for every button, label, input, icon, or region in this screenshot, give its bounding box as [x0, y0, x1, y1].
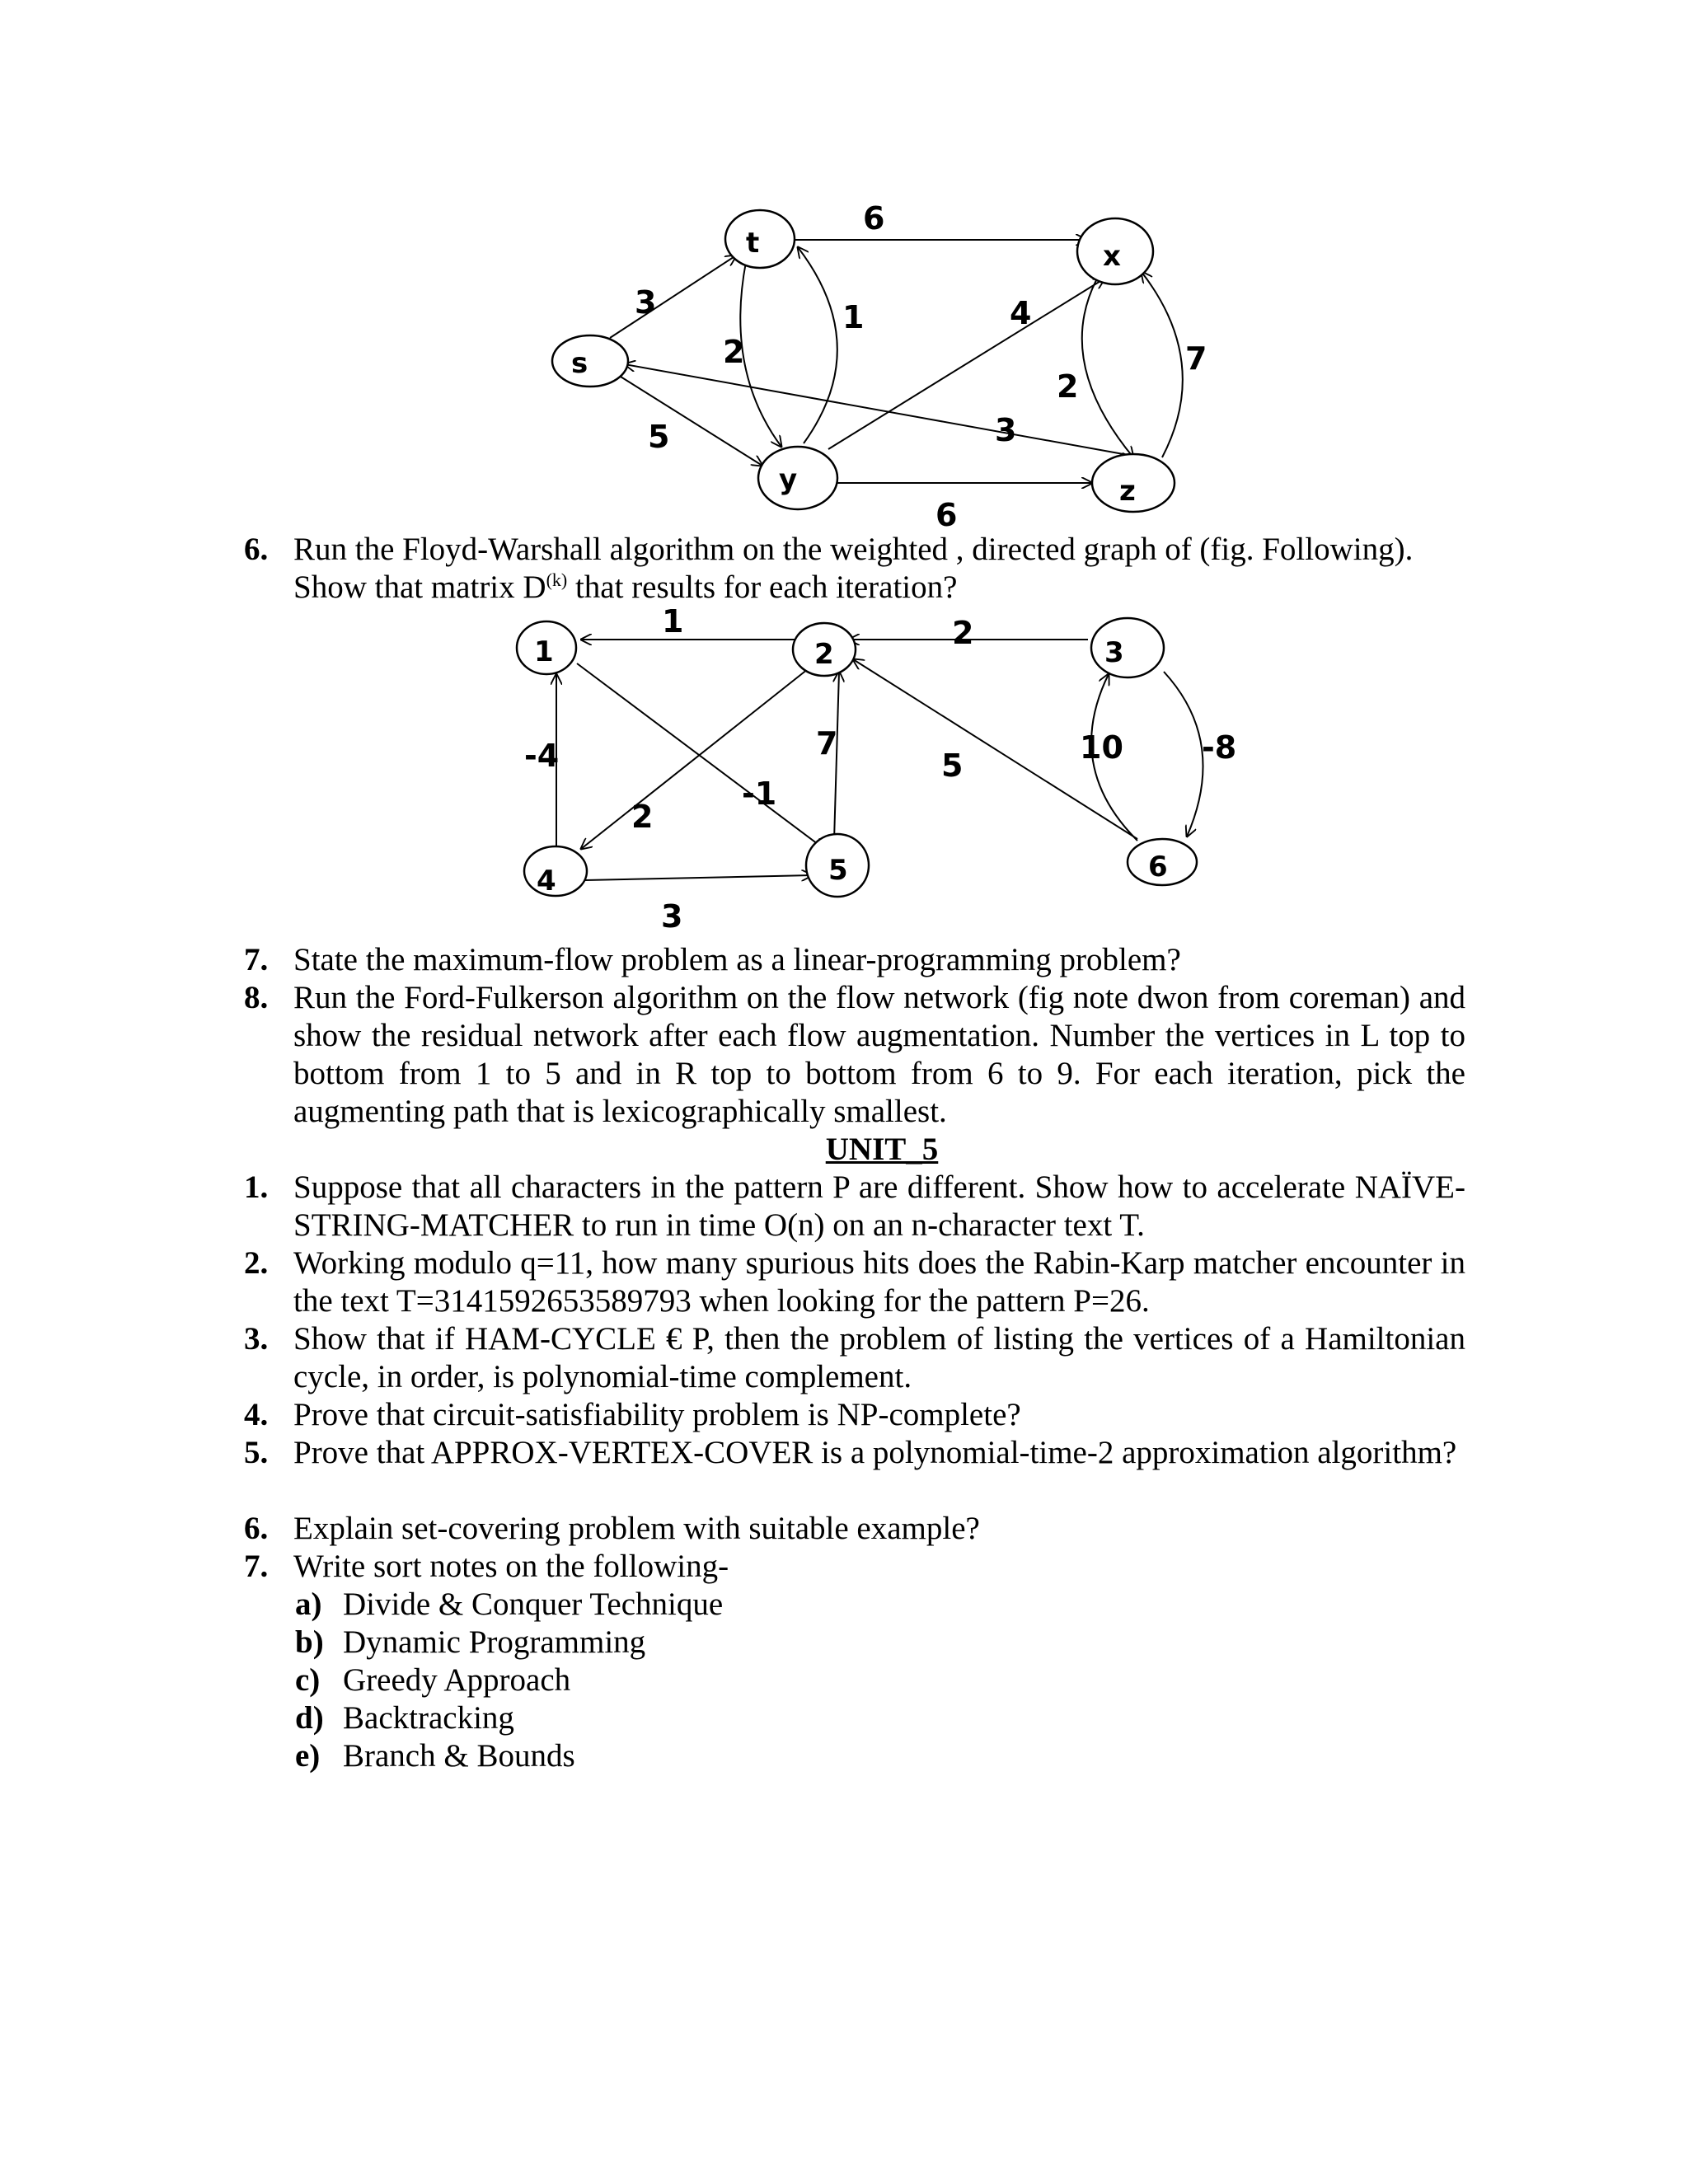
unit5-question-3: 3. Show that if HAM-CYCLE € P, then the problem of listing the vertices of a Hamiltonian cycle, in order, is polynomial-time complement.: [244, 1321, 1465, 1394]
sub-item-c: c) Greedy Approach: [295, 1662, 571, 1698]
weight-2-1: 1: [662, 603, 684, 640]
question-8-ford-fulkerson: 8. Run the Ford-Fulkerson algorithm on the flow network (fig note dwon from coreman) and show the residual network after each flow augmentation. Number the vertices in L top to bottom from 1 to 5 and in R top to bottom from 6 to 9. For each iteration, pick the augmenting path that is lexicographically smallest.: [244, 980, 1465, 1129]
sub-item-b: b) Dynamic Programming: [295, 1624, 646, 1660]
node-3: [1091, 618, 1164, 677]
svg-text:z: z: [1119, 475, 1136, 508]
unit5-question-4: 4. Prove that circuit-satisfiability problem is NP-complete?: [244, 1397, 1021, 1432]
weight-s-y: 5: [648, 419, 670, 455]
svg-text:t: t: [746, 227, 760, 260]
weight-x-z: 2: [1057, 368, 1079, 405]
edge-4-5: [585, 875, 812, 880]
graph-floyd-warshall: [0, 0, 1688, 940]
weight-y-x: 4: [1010, 295, 1032, 331]
node-1: [517, 621, 576, 674]
weight-t-y: 2: [723, 334, 745, 370]
weight-s-t: 3: [635, 284, 657, 321]
edge-1-5: [577, 663, 824, 849]
svg-text:3: 3: [1104, 636, 1124, 669]
node-4: [524, 846, 587, 898]
weight-2-4: 2: [631, 799, 654, 835]
edge-3-6: [1164, 672, 1203, 837]
weight-4-5: 3: [661, 898, 683, 935]
svg-text:5: 5: [828, 854, 848, 887]
question-6-floyd: 6. Run the Floyd-Warshall algorithm on the weighted , directed graph of (fig. Following). Show that matrix $D^{(k)}$ that results for each iteration?: [244, 532, 1414, 605]
weight-1-5: -1: [742, 776, 777, 812]
node-2: [793, 623, 856, 676]
weight-z-x: 7: [1185, 340, 1207, 377]
weight-y-t: 1: [842, 299, 865, 335]
unit5-question-5: 5. Prove that APPROX-VERTEX-COVER is a polynomial-time-2 approximation algorithm?: [244, 1435, 1457, 1470]
weight-6-2: 5: [941, 748, 964, 784]
question-7-maxflow: 7. State the maximum-flow problem as a linear-programming problem?: [244, 942, 1181, 977]
sub-item-d: d) Backtracking: [295, 1700, 514, 1736]
svg-text:4: 4: [537, 865, 556, 898]
weight-3-6: -8: [1202, 729, 1237, 766]
svg-text:s: s: [571, 347, 588, 380]
unit-heading: UNIT_5: [825, 1132, 939, 1167]
weight-6-3: 10: [1080, 729, 1123, 766]
node-6: [1128, 839, 1197, 885]
svg-text:x: x: [1103, 240, 1121, 273]
svg-text:6: 6: [1148, 851, 1168, 883]
node-5: [806, 834, 869, 897]
weight-5-2: 7: [816, 725, 838, 762]
sub-item-e: e) Branch & Bounds: [295, 1738, 575, 1774]
weight-3-2: 2: [952, 615, 974, 651]
weight-z-s: 3: [995, 412, 1017, 448]
svg-text:y: y: [779, 463, 798, 496]
unit5-question-7: 7. Write sort notes on the following-: [244, 1549, 729, 1584]
weight-y-z: 6: [935, 497, 958, 533]
svg-text:2: 2: [814, 638, 834, 671]
weight-1-4: -4: [524, 738, 560, 774]
weight-t-x: 6: [863, 200, 885, 237]
svg-text:1: 1: [534, 635, 554, 668]
sub-item-a: a) Divide & Conquer Technique: [295, 1586, 724, 1622]
unit5-question-1: 1. Suppose that all characters in the pattern P are different. Show how to accelerate NAÏVE-STRING-MATCHER to run in time O(n) on an n-character text T.: [244, 1169, 1465, 1243]
unit5-question-2: 2. Working modulo q=11, how many spurious hits does the Rabin-Karp matcher encounter in the text T=3141592653589793 when looking for the pattern P=26.: [244, 1245, 1465, 1319]
unit5-question-6: 6. Explain set-covering problem with suitable example?: [244, 1511, 980, 1546]
